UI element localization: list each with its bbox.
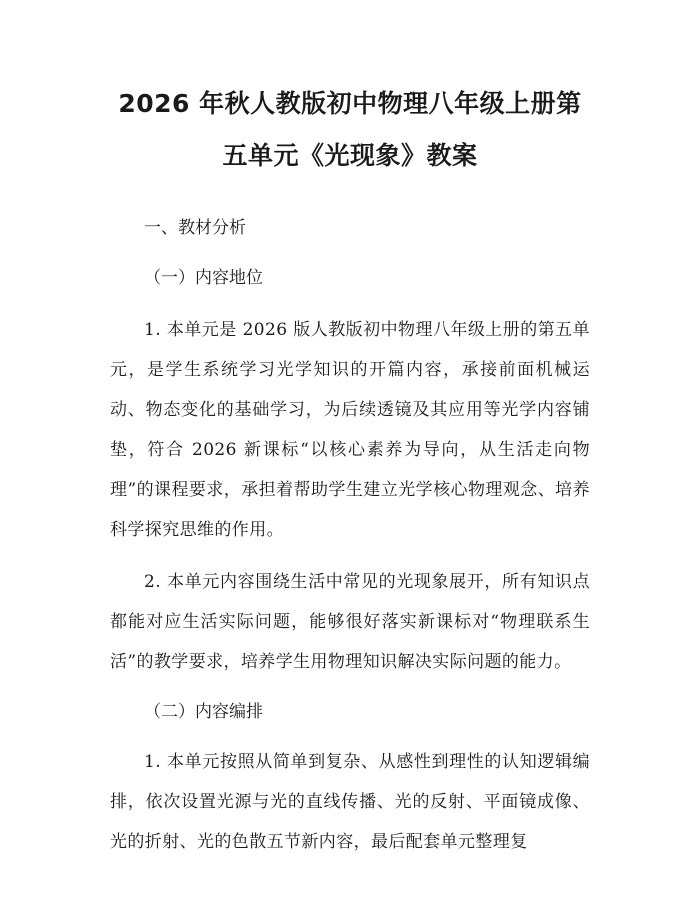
subsection-heading-content-position: （一）内容地位	[144, 268, 263, 288]
document-title: 2026 年秋人教版初中物理八年级上册第五单元《光现象》教案	[118, 89, 582, 170]
paragraph-position-2: 2. 本单元内容围绕生活中常见的光现象展开，所有知识点都能对应生活实际问题，能够很好落实新课标对“物理联系生活”的教学要求，培养学生用物理知识解决实际问题的能力。	[110, 572, 590, 672]
subsection-heading-content-arrangement: （二）内容编排	[144, 702, 263, 722]
section-heading-textbook-analysis: 一、教材分析	[144, 218, 246, 238]
paragraph-arrangement-1: 1. 本单元按照从简单到复杂、从感性到理性的认知逻辑编排，依次设置光源与光的直线传播、光的反射、平面镜成像、光的折射、光的色散五节新内容，最后配套单元整理复	[110, 752, 590, 852]
paragraph-position-1: 1. 本单元是 2026 版人教版初中物理八年级上册的第五单元，是学生系统学习光学知识的开篇内容，承接前面机械运动、物态变化的基础学习，为后续透镜及其应用等光学内容铺垫，符合 2026 新课标“以核心素养为导向，从生活走向物理”的课程要求，承担着帮助学生建立光学核心物理观念、培养科学探究思维的作用。	[110, 320, 590, 540]
